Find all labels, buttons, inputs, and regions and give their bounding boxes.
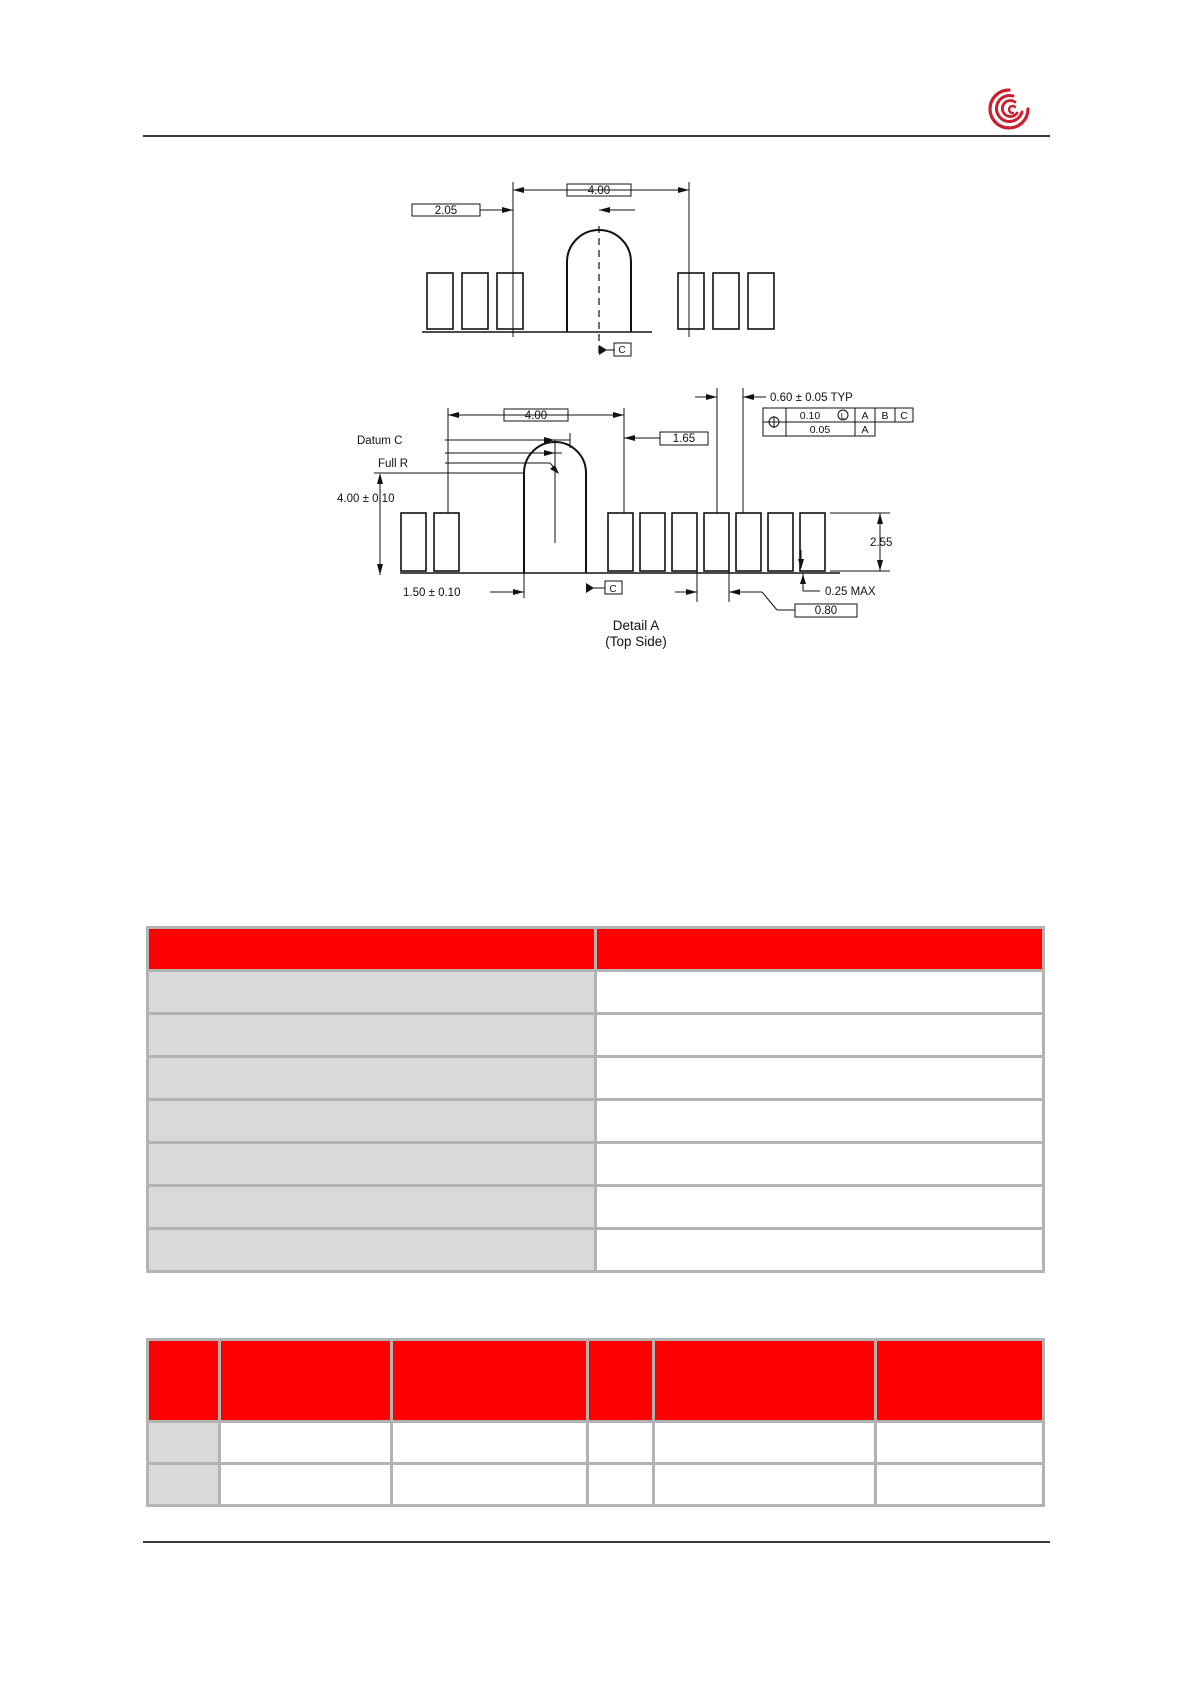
table-row (148, 1143, 1044, 1186)
ordering-cell (392, 1422, 588, 1464)
full-r-label: Full R (378, 458, 409, 470)
bottom-offset-dim: 1.50 ± 0.10 (403, 587, 461, 599)
ordering-cell (588, 1422, 654, 1464)
spec-table (146, 926, 1045, 1273)
spec-value-cell (595, 1143, 1044, 1186)
spec-value-cell (595, 1100, 1044, 1143)
ordering-cell (219, 1422, 391, 1464)
ordering-cell (654, 1464, 875, 1506)
ordering-cell (588, 1464, 654, 1506)
table-row (148, 1422, 1044, 1464)
detail-datum-ref: C (609, 584, 617, 595)
spec-table-header (148, 928, 1044, 971)
top-offset-dim: 2.05 (434, 205, 458, 217)
spec-label-cell (148, 1100, 596, 1143)
small-pitch-dim: 0.80 (814, 605, 838, 617)
spec-label-cell (148, 1229, 596, 1272)
spec-header-cell (595, 928, 1044, 971)
spec-label-cell (148, 1186, 596, 1229)
red-spiral-logo-icon (986, 86, 1032, 132)
height-tolerance-dim: 4.00 ± 0.10 (337, 493, 395, 505)
footprint-drawing (300, 170, 940, 650)
header-rule (143, 135, 1050, 137)
fcf-datum-a: A (861, 410, 869, 422)
ordering-cell (392, 1464, 588, 1506)
ordering-header-cell (219, 1340, 391, 1422)
spec-label-cell (148, 1143, 596, 1186)
ordering-index-cell (148, 1422, 220, 1464)
ordering-index-cell (148, 1464, 220, 1506)
spec-value-cell (595, 1014, 1044, 1057)
table-row (148, 1100, 1044, 1143)
table-row (148, 1464, 1044, 1506)
ordering-cell (875, 1464, 1043, 1506)
top-datum-ref: C (618, 345, 626, 356)
ordering-cell (875, 1422, 1043, 1464)
fcf-datum-c: C (900, 410, 908, 422)
ordering-header-cell (392, 1340, 588, 1422)
footer-rule (143, 1541, 1050, 1543)
ordering-header-cell (654, 1340, 875, 1422)
detail-pitch-dim: 4.00 (524, 410, 548, 422)
ordering-header-cell (588, 1340, 654, 1422)
top-pitch-dim: 4.00 (587, 185, 611, 197)
table-row (148, 1186, 1044, 1229)
ordering-table-header (148, 1340, 1044, 1422)
pad-height-dim: 2.55 (870, 537, 893, 549)
detail-caption-subtitle: (Top Side) (605, 634, 667, 649)
ordering-cell (654, 1422, 875, 1464)
spec-value-cell (595, 1057, 1044, 1100)
fcf-row1-modifier: L (840, 412, 846, 421)
table-row (148, 1014, 1044, 1057)
ordering-header-cell (148, 1340, 220, 1422)
ordering-cell (219, 1464, 391, 1506)
fcf-row2-value: 0.05 (809, 424, 831, 436)
ordering-header-cell (875, 1340, 1043, 1422)
spec-header-cell (148, 928, 596, 971)
spec-label-cell (148, 1014, 596, 1057)
pad-width-note: 0.60 ± 0.05 TYP (770, 392, 853, 404)
detail-caption-title: Detail A (612, 618, 660, 633)
table-row (148, 1229, 1044, 1272)
table-row (148, 971, 1044, 1014)
detail-pad-offset: 1.65 (672, 433, 696, 445)
spec-label-cell (148, 1057, 596, 1100)
spec-label-cell (148, 971, 596, 1014)
ordering-table (146, 1338, 1045, 1507)
detail-view (374, 388, 913, 617)
fcf-datum-b: B (881, 410, 889, 422)
spec-value-cell (595, 1229, 1044, 1272)
spec-value-cell (595, 971, 1044, 1014)
fcf-row1-value: 0.10 (799, 410, 821, 422)
datum-c-label: Datum C (357, 435, 403, 447)
max-note: 0.25 MAX (825, 586, 876, 598)
fcf-row2-datum: A (861, 424, 869, 436)
top-view (412, 182, 774, 358)
table-row (148, 1057, 1044, 1100)
spec-value-cell (595, 1186, 1044, 1229)
